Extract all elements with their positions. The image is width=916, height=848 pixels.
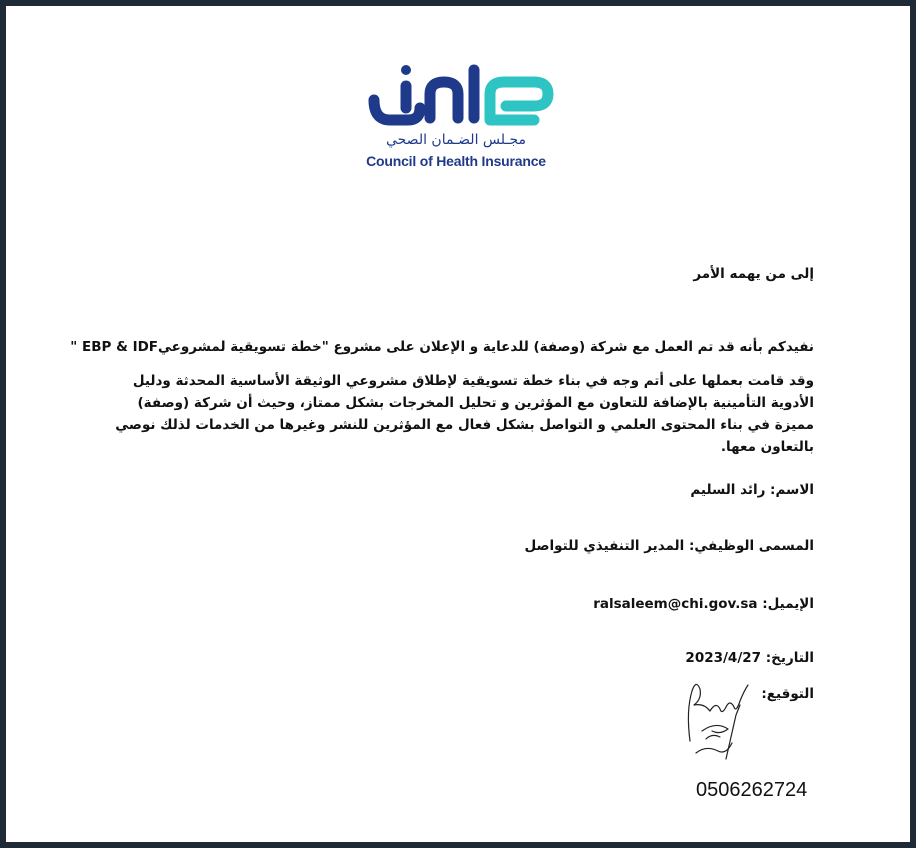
name-line: الاسم: رائد السليم bbox=[690, 482, 814, 498]
date-line bbox=[685, 650, 814, 666]
email-label: الإيميل: bbox=[757, 596, 814, 612]
phone-number: 0506262724 bbox=[696, 779, 808, 801]
date-value: 2023/4/27 bbox=[685, 650, 762, 666]
letter-page bbox=[6, 6, 910, 842]
signature-label: التوقيع: bbox=[761, 686, 814, 702]
salutation: إلى من يهمه الأمر bbox=[693, 266, 814, 282]
intro-line: نفيدكم بأنه قد تم العمل مع شركة (وصفة) للدعاية و الإعلان على مشروع "خطة تسويقية لمشروعيEBP & IDF " bbox=[70, 339, 814, 355]
email-line bbox=[593, 596, 814, 612]
email-value: ralsaleem@chi.gov.sa bbox=[593, 596, 758, 612]
handwritten-signature bbox=[676, 671, 756, 761]
daman-wordmark-graphic bbox=[356, 64, 556, 130]
logo-arabic-subtitle: مجـلس الضـمان الصحي bbox=[385, 132, 527, 148]
logo-english-subtitle: Council of Health Insurance bbox=[366, 153, 546, 169]
job-title-line: المسمى الوظيفي: المدير التنفيذي للتواصل bbox=[524, 538, 814, 554]
date-label: التاريخ: bbox=[761, 650, 814, 666]
body-paragraph: وقد قامت بعملها على أتم وجه في بناء خطة تسويقية لإطلاق مشروعي الوثيقة الأساسية المحدثة ودليل الأدوية التأمينية بالإضافة للتعاون مع المؤثرين و تحليل المخرجات بشكل ممتاز، وحيث أن شركة (وصفة) مميزة في بناء المحتوى العلمي و التواصل بشكل فعال مع المؤثرين للنشر وغيرها من الخدمات لذلك نوصي بالتعاون معها. bbox=[115, 373, 814, 455]
council-of-health-insurance-logo bbox=[356, 64, 566, 176]
